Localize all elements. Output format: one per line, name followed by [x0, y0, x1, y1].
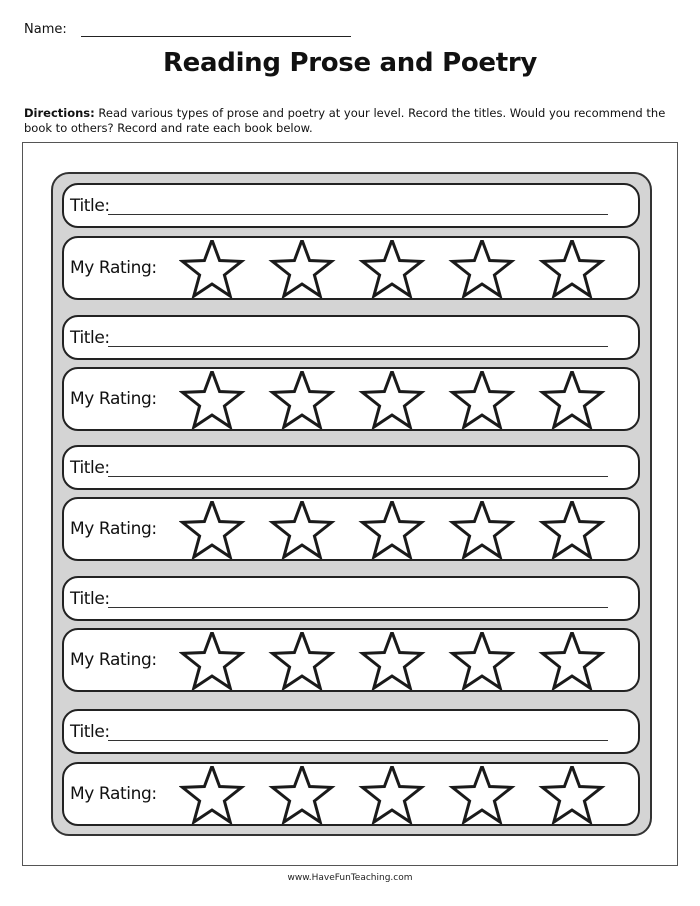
name-label: Name:	[24, 22, 67, 37]
star-outline-icon[interactable]	[453, 240, 512, 296]
star-outline-icon[interactable]	[273, 501, 332, 557]
star-outline-icon[interactable]	[453, 766, 512, 822]
title-label: Title:	[70, 588, 110, 609]
star-outline-icon[interactable]	[453, 371, 512, 427]
star-outline-icon[interactable]	[543, 766, 602, 822]
rating-row	[62, 236, 640, 300]
star-outline-icon[interactable]	[183, 766, 242, 822]
title-label: Title:	[70, 721, 110, 742]
title-row[interactable]	[62, 445, 640, 490]
star-group	[179, 240, 629, 298]
footer-url: www.HaveFunTeaching.com	[287, 873, 413, 883]
star-outline-icon[interactable]	[543, 632, 602, 688]
title-row[interactable]	[62, 183, 640, 228]
star-outline-icon[interactable]	[273, 240, 332, 296]
star-outline-icon[interactable]	[273, 766, 332, 822]
star-outline-icon[interactable]	[183, 501, 242, 557]
title-row[interactable]	[62, 576, 640, 621]
star-outline-icon[interactable]	[453, 632, 512, 688]
star-group	[179, 371, 629, 429]
star-group	[179, 766, 629, 824]
star-outline-icon[interactable]	[183, 240, 242, 296]
rating-row	[62, 367, 640, 431]
star-group	[179, 632, 629, 690]
rating-label: My Rating:	[70, 389, 157, 409]
star-outline-icon[interactable]	[273, 371, 332, 427]
title-row[interactable]	[62, 709, 640, 754]
rating-label: My Rating:	[70, 519, 157, 539]
star-outline-icon[interactable]	[543, 240, 602, 296]
rating-row	[62, 762, 640, 826]
rating-row	[62, 628, 640, 692]
title-label: Title:	[70, 195, 110, 216]
star-outline-icon[interactable]	[183, 371, 242, 427]
star-outline-icon[interactable]	[363, 766, 422, 822]
title-label: Title:	[70, 457, 110, 478]
star-outline-icon[interactable]	[363, 632, 422, 688]
star-outline-icon[interactable]	[363, 240, 422, 296]
rating-label: My Rating:	[70, 784, 157, 804]
title-blank-line[interactable]	[108, 740, 608, 741]
star-outline-icon[interactable]	[453, 501, 512, 557]
directions	[24, 106, 679, 136]
title-blank-line[interactable]	[108, 607, 608, 608]
title-row[interactable]	[62, 315, 640, 360]
title-blank-line[interactable]	[108, 346, 608, 347]
worksheet-title: Reading Prose and Poetry	[162, 48, 538, 78]
star-outline-icon[interactable]	[273, 632, 332, 688]
directions-text: Read various types of prose and poetry at your level. Record the titles. Would you recommend the book to others? Record and rate each book below.	[24, 106, 666, 135]
title-blank-line[interactable]	[108, 476, 608, 477]
title-blank-line[interactable]	[108, 214, 608, 215]
star-outline-icon[interactable]	[363, 501, 422, 557]
name-field	[24, 22, 351, 37]
name-blank-line[interactable]	[81, 24, 351, 37]
star-outline-icon[interactable]	[543, 501, 602, 557]
star-outline-icon[interactable]	[363, 371, 422, 427]
star-group	[179, 501, 629, 559]
title-label: Title:	[70, 327, 110, 348]
rating-label: My Rating:	[70, 650, 157, 670]
rating-row	[62, 497, 640, 561]
directions-label: Directions:	[24, 106, 95, 120]
star-outline-icon[interactable]	[543, 371, 602, 427]
star-outline-icon[interactable]	[183, 632, 242, 688]
rating-label: My Rating:	[70, 258, 157, 278]
